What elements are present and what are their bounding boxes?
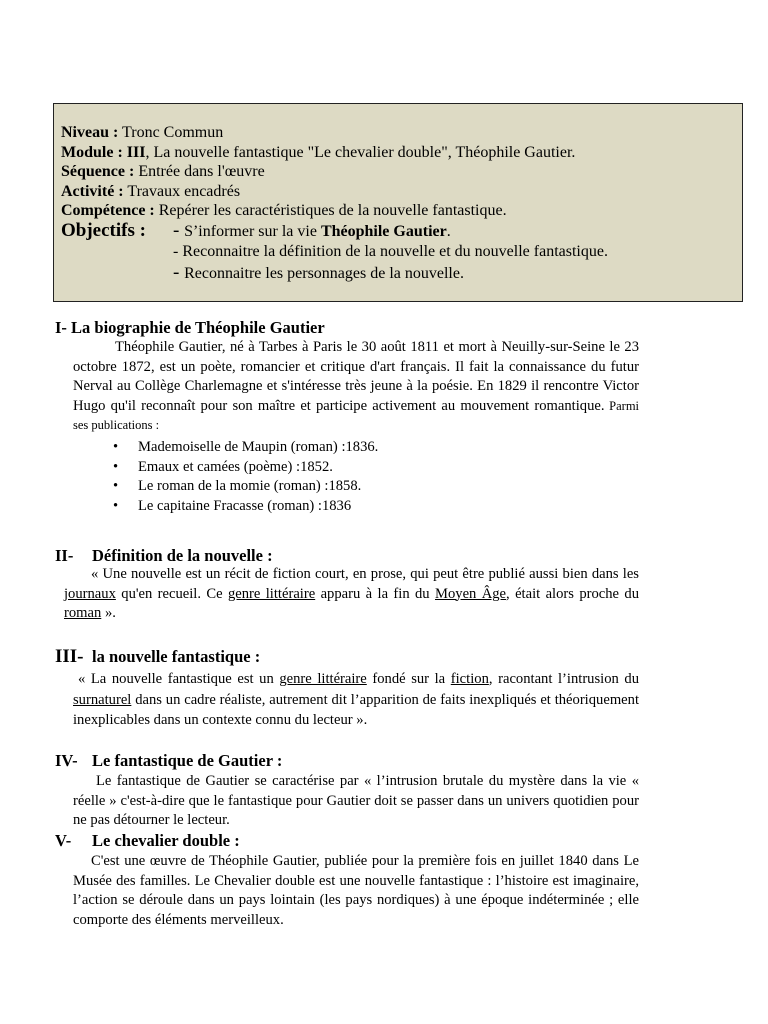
link-moyen-age[interactable]: Moyen Âge: [435, 585, 507, 602]
sequence-label: Séquence :: [61, 163, 135, 180]
sequence-line: [61, 162, 742, 182]
course-header-box: [53, 103, 743, 302]
objectif-item: - S’informer sur la vie Théophile Gautier.: [173, 219, 451, 241]
link-fiction[interactable]: fiction: [450, 671, 489, 687]
activite-label: Activité :: [61, 182, 124, 200]
objectif-item: - Reconnaitre la définition de la nouvelle et du nouvelle fantastique.: [173, 242, 608, 260]
module-value: , La nouvelle fantastique "Le chevalier double", Théophile Gautier.: [145, 143, 576, 161]
section-3-paragraph: « La nouvelle fantastique est un genre littéraire fondé sur la fiction, racontant l’intrusion du surnaturel dans un cadre réaliste, autrement dit l’apparition de faits inexpliqués et théoriquement inexplicables dans un contexte connu du lecteur ».: [73, 671, 639, 728]
list-item: • Emaux et camées (poème) :1852.: [113, 458, 378, 478]
niveau-line: [61, 123, 742, 143]
section-5-title: V- Le chevalier double :: [55, 831, 240, 850]
section-5-paragraph: C'est une œuvre de Théophile Gautier, publiée pour la première fois en juillet 1840 dans Le Musée des familles. Le Chevalier double est une nouvelle fantastique : l’histoire est imaginaire, l’action se déroule dans un pays lointain (les pays nordiques) à une époque indéterminée ; elle comporte des éléments merveilleux.: [73, 853, 639, 928]
section-1-title: I- La biographie de Théophile Gautier: [55, 318, 325, 337]
section-1-paragraph: Théophile Gautier, né à Tarbes à Paris le 30 août 1811 et mort à Neuilly-sur-Seine le 23 octobre 1872, est un poète, romancier et critique d'art français. Il fait la connaissance du futur Nerval au Collège Charlemagne et s'intéresse très jeune à la poésie. En 1829 il rencontre Victor Hugo qu'il reconnaît pour son maître et participe activement au mouvement romantique. Parmi ses publications :: [73, 339, 640, 432]
publications-list: [113, 438, 378, 516]
list-item: • Le capitaine Fracasse (roman) :1836: [113, 497, 378, 517]
list-item: • Mademoiselle de Maupin (roman) :1836.: [113, 438, 378, 458]
sequence-value: Entrée dans l'œuvre: [134, 163, 265, 180]
objectifs-row-1: [61, 221, 742, 243]
competence-label: Compétence :: [61, 202, 155, 219]
section-2-paragraph: « Une nouvelle est un récit de fiction court, en prose, qui peut être publié aussi bien dans les journaux qu'en recueil. Ce genre littéraire apparu à la fin du Moyen Âge, était alors proche du roman ».: [64, 566, 640, 621]
section-2-title: II- Définition de la nouvelle :: [55, 546, 273, 565]
competence-line: [61, 201, 742, 221]
module-line: [61, 143, 742, 163]
link-genre-litteraire[interactable]: genre littéraire: [279, 671, 367, 687]
section-3-title: III- la nouvelle fantastique :: [55, 646, 261, 667]
objectif-item: - Reconnaitre les personnages de la nouvelle.: [173, 261, 464, 283]
objectifs-label: Objectifs :: [61, 219, 146, 241]
link-genre-litteraire[interactable]: genre littéraire: [227, 585, 316, 602]
competence-value: Repérer les caractéristiques de la nouvelle fantastique.: [154, 202, 507, 219]
link-journaux[interactable]: journaux: [64, 585, 116, 602]
objectifs-row-3: [61, 263, 742, 285]
niveau-label: Niveau :: [61, 124, 119, 141]
module-label: Module : III: [61, 143, 146, 161]
link-roman[interactable]: roman: [64, 605, 102, 621]
link-surnaturel[interactable]: surnaturel: [73, 691, 132, 708]
objectifs-row-2: [61, 243, 742, 263]
section-4-title: IV- Le fantastique de Gautier :: [55, 751, 283, 770]
list-item: • Le roman de la momie (roman) :1858.: [113, 477, 378, 497]
activite-value: Travaux encadrés: [123, 182, 241, 200]
section-4-paragraph: Le fantastique de Gautier se caractérise par « l’intrusion brutale du mystère dans la vie « réelle » c'est-à-dire que le fantastique pour Gautier doit se passer dans un univers quotidien pour ne pas détourner le lecteur.: [73, 773, 639, 828]
niveau-value: Tronc Commun: [118, 124, 224, 141]
activite-line: [61, 182, 742, 202]
